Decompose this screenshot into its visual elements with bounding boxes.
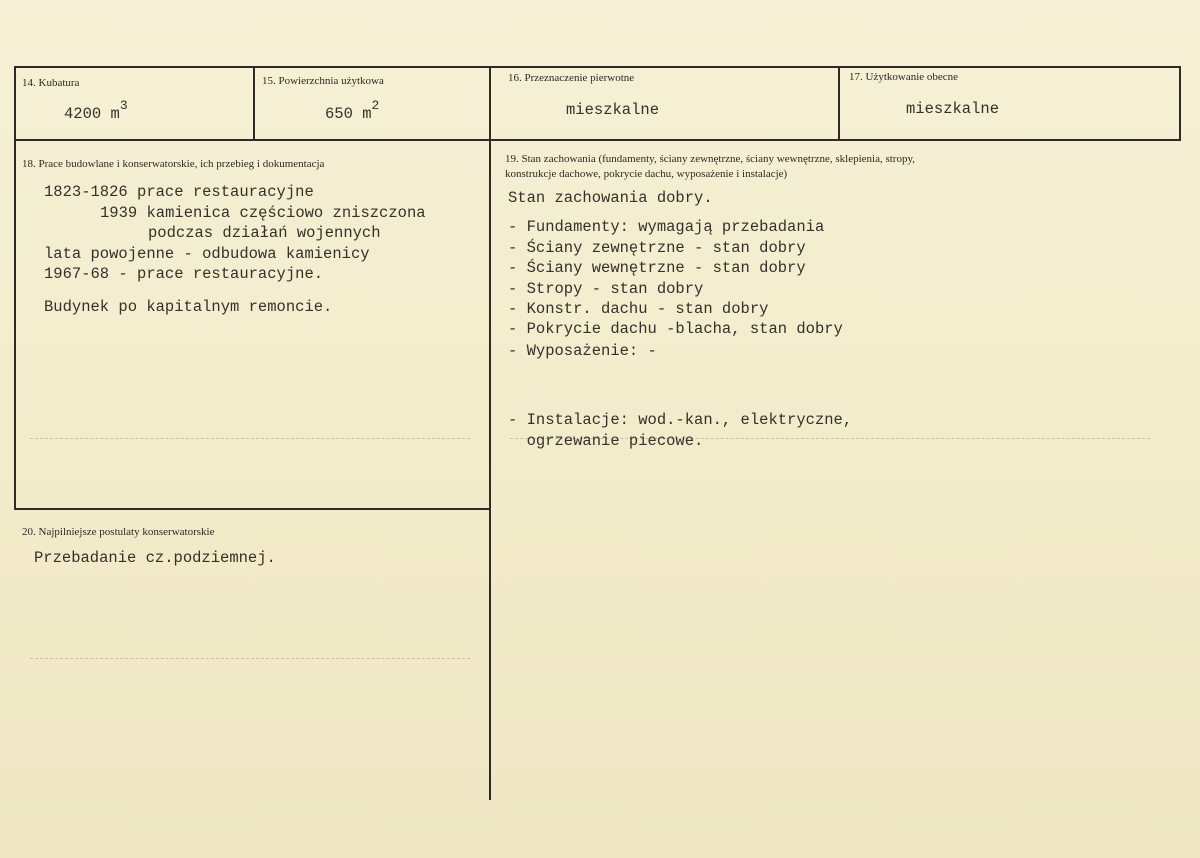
stan-line: - Wyposażenie: - bbox=[508, 342, 657, 360]
przeznaczenie-value: mieszkalne bbox=[566, 101, 660, 119]
prace-line: Budynek po kapitalnym remoncie. bbox=[44, 298, 333, 316]
powierzchnia-value bbox=[325, 98, 380, 125]
prace-label: 18. Prace budowlane i konserwatorskie, ich przebieg i dokumentacja bbox=[22, 158, 325, 170]
stan-line: - Ściany wewnętrzne - stan dobry bbox=[508, 259, 806, 277]
prace-line: 1967-68 - prace restauracyjne. bbox=[44, 265, 324, 283]
stan-line: ogrzewanie piecowe. bbox=[508, 432, 704, 450]
stan-line: - Stropy - stan dobry bbox=[508, 280, 704, 298]
stan-line: - Pokrycie dachu -blacha, stan dobry bbox=[508, 320, 843, 338]
row1-bottom-border bbox=[14, 139, 1181, 141]
powierzchnia-label: 15. Powierzchnia użytkowa bbox=[262, 75, 384, 87]
guide-line bbox=[30, 438, 470, 439]
prace-line: 1823-1826 prace restauracyjne bbox=[44, 183, 314, 201]
postulaty-label: 20. Najpilniejsze postulaty konserwatorskie bbox=[22, 526, 215, 538]
divider-14-15 bbox=[253, 66, 255, 141]
top-border bbox=[14, 66, 1181, 68]
kubatura-unit-sup: 3 bbox=[119, 98, 128, 113]
uzytkowanie-label: 17. Użytkowanie obecne bbox=[849, 71, 959, 83]
stan-line: - Konstr. dachu - stan dobry bbox=[508, 300, 769, 318]
stan-label-line2: konstrukcje dachowe, pokrycie dachu, wyposażenie i instalacje) bbox=[505, 168, 788, 180]
stan-line: Stan zachowania dobry. bbox=[508, 189, 713, 207]
kubatura-label: 14. Kubatura bbox=[22, 77, 80, 89]
divider-18-20 bbox=[14, 508, 491, 510]
stan-line: - Ściany zewnętrzne - stan dobry bbox=[508, 239, 806, 257]
kubatura-number: 4200 m bbox=[64, 105, 120, 123]
powierzchnia-number: 650 m bbox=[325, 105, 372, 123]
divider-16-17 bbox=[838, 66, 840, 141]
kubatura-value bbox=[64, 98, 128, 125]
prace-line: lata powojenne - odbudowa kamienicy bbox=[44, 245, 370, 263]
guide-line bbox=[30, 658, 470, 659]
stan-line: - Fundamenty: wymagają przebadania bbox=[508, 218, 825, 236]
right-border bbox=[1179, 66, 1181, 141]
left-border bbox=[14, 66, 16, 509]
prace-line: podczas działań wojennych bbox=[148, 224, 381, 242]
prace-line: 1939 kamienica częściowo zniszczona bbox=[100, 204, 426, 222]
postulaty-value: Przebadanie cz.podziemnej. bbox=[34, 549, 276, 567]
uzytkowanie-value: mieszkalne bbox=[906, 100, 1000, 118]
stan-label-line1: 19. Stan zachowania (fundamenty, ściany zewnętrzne, ściany wewnętrzne, sklepienia, stropy, bbox=[505, 153, 916, 165]
przeznaczenie-label: 16. Przeznaczenie pierwotne bbox=[508, 72, 635, 84]
divider-15-16 bbox=[489, 66, 491, 800]
stan-line: - Instalacje: wod.-kan., elektryczne, bbox=[508, 411, 853, 429]
powierzchnia-unit-sup: 2 bbox=[371, 98, 380, 113]
